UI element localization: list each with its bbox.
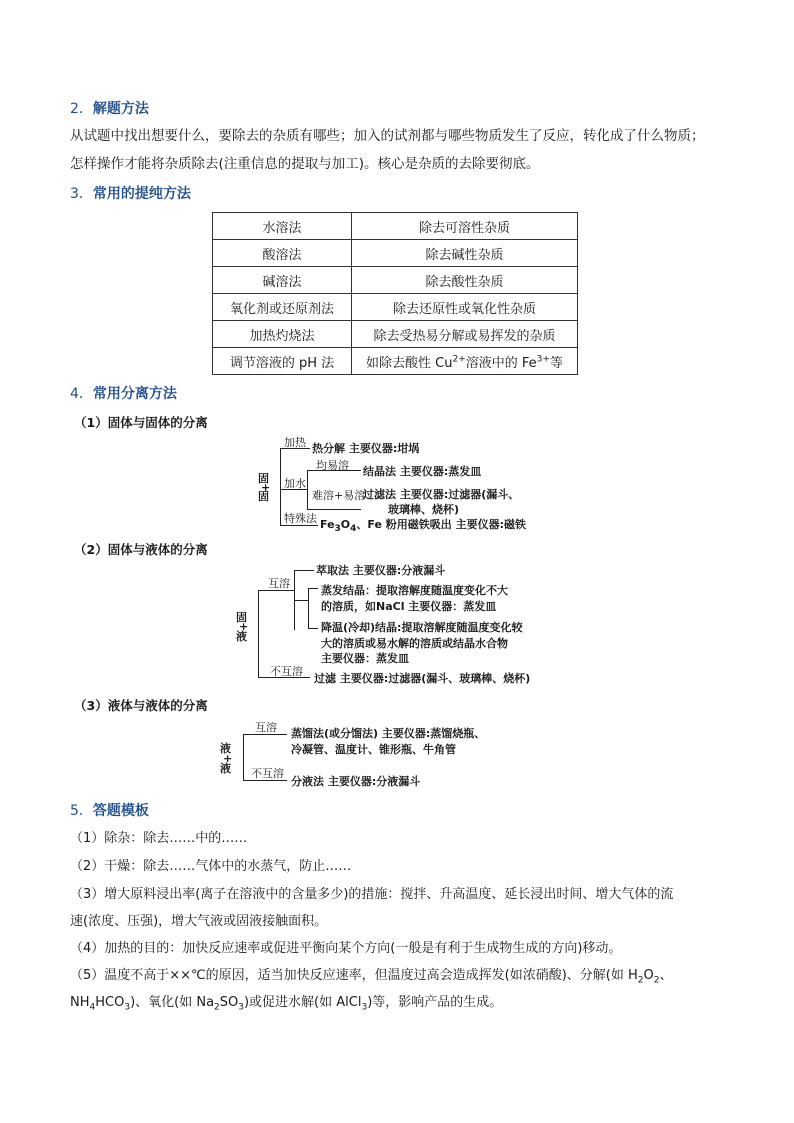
plus-sign: +: [239, 620, 249, 633]
charge-superscript: 3+: [536, 354, 550, 365]
method-cell: 碱溶法: [213, 267, 352, 294]
method-cell: 氧化剂或还原剂法: [213, 294, 352, 321]
mutually-soluble-label: 互溶: [255, 721, 277, 734]
section-5-heading: [70, 800, 149, 820]
formula-text: Fe: [320, 518, 335, 531]
distillation-text-1: 蒸馏法(或分馏法) 主要仪器:蒸馏烧瓶、: [291, 727, 486, 740]
method-cell: 加热灼烧法: [213, 321, 352, 348]
formula-text: O: [340, 518, 351, 531]
magnet-text: [320, 518, 526, 536]
description-text: 溶液中的 Fe: [465, 355, 537, 371]
description-cell: 除去还原性或氧化性杂质: [352, 294, 578, 321]
section-4-heading: [70, 383, 177, 403]
formula-text: 、Fe 粉用磁铁吸出 主要仪器:磁铁: [356, 518, 527, 531]
section-5-number: 5．: [70, 803, 93, 819]
method-cell: 水溶法: [213, 213, 352, 240]
evaporation-crystallization-2: 的溶质，如NaCl 主要仪器：蒸发皿: [321, 600, 497, 613]
solid-liquid-title: （2）固体与液体的分离: [74, 542, 208, 557]
liquid-label: 液: [236, 630, 247, 643]
extraction-text: 萃取法 主要仪器:分液漏斗: [316, 564, 446, 577]
evaporation-crystallization-1: 蒸发结晶：提取溶解度随温度变化不大: [321, 584, 508, 597]
formula-subscript: 3: [361, 1002, 368, 1013]
solid-solid-title: （1）固体与固体的分离: [74, 415, 208, 430]
section-3-number: 3．: [70, 186, 93, 202]
item-text: NH: [70, 995, 90, 1010]
description-cell: 除去可溶性杂质: [352, 213, 578, 240]
formula-subscript: 3: [238, 1002, 244, 1013]
table-row: [213, 213, 578, 240]
formula-subscript: 4: [89, 1002, 96, 1013]
description-cell: [352, 348, 578, 375]
cooling-crystallization-2: 大的溶质或易水解的溶质或结晶水合物: [321, 637, 508, 650]
solid-label: 固: [236, 611, 247, 624]
template-item-3-line-2: 速(浓度、压强)，增大气液或固液接触面积。: [70, 914, 328, 929]
formula-subscript: 3: [334, 524, 341, 535]
special-method-label: 特殊法: [284, 512, 317, 525]
filtration-text-1: 过滤法 主要仪器:过滤器(漏斗、: [363, 488, 520, 501]
filtration-text-2: 玻璃棒、烧杯): [388, 503, 460, 516]
item-text: )等，影响产品的生成。: [367, 995, 503, 1010]
insoluble-soluble-label: 难溶+易溶: [312, 489, 366, 502]
both-soluble-label: 均易溶: [316, 459, 349, 472]
plus-sign: +: [261, 481, 271, 494]
table-row: [213, 240, 578, 267]
method-cell: 调节溶液的 pH 法: [213, 348, 352, 375]
section-2-line-2: 怎样操作才能将杂质除去(注重信息的提取与加工)。核心是杂质的去除要彻底。: [70, 156, 540, 172]
distillation-text-2: 冷凝管、温度计、锥形瓶、牛角管: [291, 743, 456, 756]
section-2-title: 解题方法: [92, 101, 149, 117]
formula-subscript: 4: [350, 524, 357, 535]
table-row: [213, 321, 578, 348]
formula-subscript: 2: [637, 975, 644, 986]
item-text: 、: [659, 968, 673, 983]
add-water-branch-label: 加水: [284, 477, 306, 490]
section-5-title: 答题模板: [92, 803, 149, 819]
separatory-text: 分液法 主要仪器:分液漏斗: [291, 775, 421, 788]
immiscible-label: 不互溶: [270, 665, 303, 678]
section-3-heading: [70, 183, 191, 203]
item-text: （5）温度不高于××℃的原因，适当加快反应速率，但温度过高会造成挥发(如浓硝酸)、分解(如 H: [70, 968, 638, 983]
template-item-5-line-2: [70, 991, 502, 1013]
immiscible-label: 不互溶: [251, 767, 284, 780]
template-item-5-line-1: [70, 964, 673, 986]
crystallization-text: 结晶法 主要仪器:蒸发皿: [363, 465, 482, 478]
heat-branch-label: 加热: [284, 436, 306, 449]
solid-top-label: 固: [258, 472, 269, 485]
section-4-number: 4．: [70, 386, 93, 402]
charge-superscript: 2+: [452, 354, 466, 365]
item-text: HCO: [95, 995, 125, 1010]
cooling-crystallization-3: 主要仪器：蒸发皿: [321, 652, 409, 665]
template-item-4: （4）加热的目的：加快反应速率或促进平衡向某个方向(一般是有利于生成物生成的方向)移动。: [70, 941, 622, 956]
thermal-decomposition-text: 热分解 主要仪器:坩埚: [312, 442, 420, 455]
section-2-heading: [70, 98, 149, 118]
item-text: )或促进水解(如 AlCl: [243, 995, 362, 1010]
section-2-line-1: 从试题中找出想要什么，要除去的杂质有哪些；加入的试剂都与哪些物质发生了反应，转化成了什么物质；: [70, 128, 705, 144]
item-text: SO: [219, 995, 239, 1010]
plus-sign: +: [223, 752, 233, 765]
formula-subscript: 2: [214, 1002, 220, 1013]
filtration-text: 过滤 主要仪器:过滤器(漏斗、玻璃棒、烧杯): [314, 672, 531, 685]
section-4-title: 常用分离方法: [92, 386, 177, 402]
description-text: 等: [549, 355, 563, 371]
cooling-crystallization-1: 降温(冷却)结晶:提取溶解度随温度变化较: [321, 621, 523, 634]
description-cell: 除去受热易分解或易挥发的杂质: [352, 321, 578, 348]
formula-subscript: 3: [124, 1002, 131, 1013]
description-cell: 除去碱性杂质: [352, 240, 578, 267]
description-text: 如除去酸性 Cu: [366, 355, 453, 371]
section-2-number: 2．: [70, 101, 93, 117]
section-3-title: 常用的提纯方法: [92, 186, 191, 202]
table-row: [213, 348, 578, 375]
description-cell: 除去酸性杂质: [352, 267, 578, 294]
template-item-1: （1）除杂：除去……中的……: [70, 831, 248, 846]
liquid-top-label: 液: [220, 742, 231, 755]
purification-methods-table: [212, 212, 578, 375]
table-row: [213, 267, 578, 294]
formula-subscript: 2: [653, 975, 660, 986]
method-cell: 酸溶法: [213, 240, 352, 267]
liquid-liquid-title: （3）液体与液体的分离: [74, 698, 208, 713]
mutually-soluble-label: 互溶: [268, 577, 290, 590]
template-item-3-line-1: （3）增大原料浸出率(离子在溶液中的含量多少)的措施：搅拌、升高温度、延长浸出时间、增大气体的流: [70, 887, 674, 902]
template-item-2: （2）干燥：除去……气体中的水蒸气，防止……: [70, 859, 352, 874]
liquid-bottom-label: 液: [220, 762, 231, 775]
solid-bottom-label: 固: [258, 490, 269, 503]
item-text: )、氧化(如 Na: [130, 995, 215, 1010]
item-text: O: [643, 968, 654, 983]
table-row: [213, 294, 578, 321]
